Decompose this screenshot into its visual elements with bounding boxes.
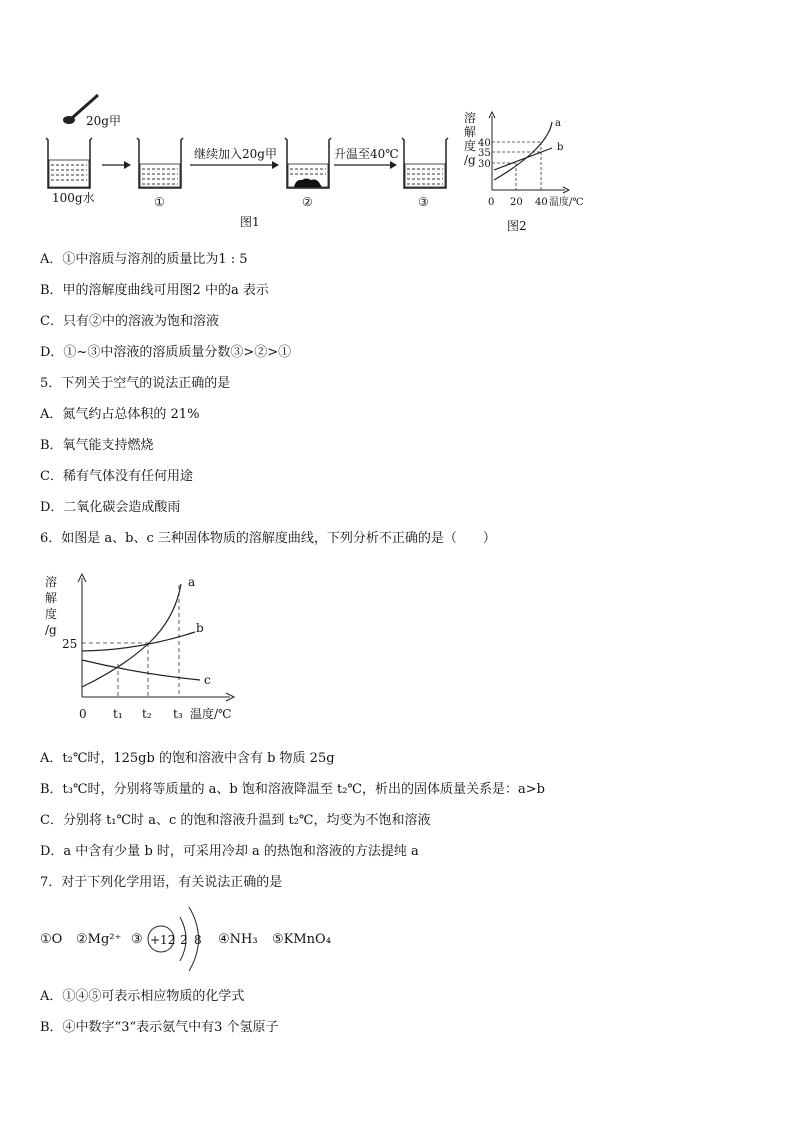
q5-option-a: A．氮气约占总体积的 21% — [40, 407, 200, 422]
q4-option-a: A．①中溶质与溶剂的质量比为1 : 5 — [40, 252, 248, 267]
q4-option-d: D．①~③中溶液的溶质质量分数③>②>① — [40, 345, 292, 360]
q7-item-3: ③ — [131, 932, 143, 947]
q4-option-b: B．甲的溶解度曲线可用图2 中的a 表示 — [40, 283, 269, 298]
spoon-label: 20g甲 — [86, 114, 121, 128]
fig2-series-b: b — [557, 142, 564, 153]
q6-curve-c — [82, 660, 200, 680]
fig2-ylabel-4: /g — [464, 153, 476, 167]
beaker-2 — [285, 138, 331, 188]
arrow-icon — [102, 161, 131, 169]
q7-option-b: B．④中数字“3“表示氨气中有3 个氢原子 — [40, 1020, 279, 1035]
fig2-series-a: a — [555, 118, 561, 129]
q6-ylabel-4: /g — [45, 623, 57, 637]
q7-item-2: ②Mg²⁺ — [76, 932, 122, 947]
q6-xlabel: 温度/℃ — [190, 707, 232, 721]
q5-option-b: B．氧气能支持燃烧 — [40, 438, 154, 453]
q6-series-c: c — [204, 673, 211, 687]
fig2-curve-b — [494, 148, 552, 170]
q6-option-a: A．t₂℃时，125gb 的饱和溶液中含有 b 物质 25g — [40, 751, 335, 766]
q7-item-5: ⑤KMnO₄ — [272, 932, 331, 947]
figure-2-caption: 图2 — [507, 219, 527, 233]
step-1-label: 继续加入20g甲 — [194, 147, 277, 161]
q6-ylabel-1: 溶 — [45, 575, 58, 589]
q6-curve-b — [82, 632, 195, 651]
q6-xtick-t1: t₁ — [113, 707, 123, 721]
beaker-1 — [137, 138, 183, 188]
beaker-1-label: ① — [154, 195, 165, 209]
beaker-2-label: ② — [302, 195, 313, 209]
fig2-ytick-30: 30 — [478, 159, 491, 170]
magnesium-atom-structure-diagram — [144, 902, 220, 980]
fig2-ylabel-2: 解 — [464, 125, 477, 139]
q6-ylabel-2: 解 — [45, 591, 58, 605]
arrow-icon — [190, 161, 279, 169]
figure-1-2 — [0, 80, 794, 240]
q6-series-a: a — [188, 575, 196, 589]
q4-option-c: C．只有②中的溶液为饱和溶液 — [40, 314, 219, 329]
q6-solubility-chart — [40, 570, 260, 730]
water-label: 100g水 — [52, 191, 95, 205]
shell-2-electrons: 8 — [194, 933, 202, 947]
fig2-ylabel-1: 溶 — [464, 111, 477, 125]
arrow-icon — [334, 161, 397, 169]
q6-series-b: b — [196, 621, 204, 635]
q6-xtick-0: 0 — [79, 707, 87, 721]
q7-item-4: ④NH₃ — [218, 932, 258, 947]
q6-option-d: D．a 中含有少量 b 时，可采用冷却 a 的热饱和溶液的方法提纯 a — [40, 844, 419, 859]
q7-item-1: ①O — [40, 932, 63, 947]
shell-1-electrons: 2 — [180, 933, 188, 947]
step-2-label: 升温至40℃ — [334, 147, 399, 161]
q6-ytick-25: 25 — [62, 637, 78, 651]
q7-stem: 7．对于下列化学用语，有关说法正确的是 — [40, 875, 283, 890]
q6-ylabel-3: 度 — [45, 607, 58, 621]
fig2-ytick-35: 35 — [478, 148, 491, 159]
q6-xtick-t3: t₃ — [173, 707, 183, 721]
q6-xtick-t2: t₂ — [142, 707, 152, 721]
q5-option-c: C．稀有气体没有任何用途 — [40, 469, 193, 484]
figure-1-caption: 图1 — [240, 215, 260, 229]
fig2-ytick-40: 40 — [478, 138, 491, 149]
fig2-xtick-20: 20 — [510, 197, 523, 208]
q6-option-c: C．分别将 t₁℃时 a、c 的饱和溶液升温到 t₂℃，均变为不饱和溶液 — [40, 813, 431, 828]
q7-option-a: A．①④⑤可表示相应物质的化学式 — [40, 989, 245, 1004]
fig2-xtick-40: 40 — [535, 197, 548, 208]
q5-stem: 5．下列关于空气的说法正确的是 — [40, 376, 231, 391]
beaker-3-label: ③ — [418, 195, 429, 209]
fig2-ylabel-3: 度 — [464, 139, 477, 153]
beaker-water — [46, 138, 92, 188]
fig2-xlabel: 温度/℃ — [549, 197, 584, 208]
q6-stem: 6．如图是 a、b、c 三种固体物质的溶解度曲线，下列分析不正确的是（ ） — [40, 531, 496, 546]
q5-option-d: D．二氧化碳会造成酸雨 — [40, 500, 181, 515]
figure-2-chart — [464, 110, 584, 233]
q6-option-b: B．t₃℃时，分别将等质量的 a、b 饱和溶液降温至 t₂℃，析出的固体质量关系是：a>b — [40, 782, 545, 797]
q6-curve-a — [82, 584, 181, 687]
nucleus-charge: +12 — [150, 933, 176, 947]
beaker-3 — [402, 138, 448, 188]
fig2-xtick-0: 0 — [488, 197, 495, 208]
